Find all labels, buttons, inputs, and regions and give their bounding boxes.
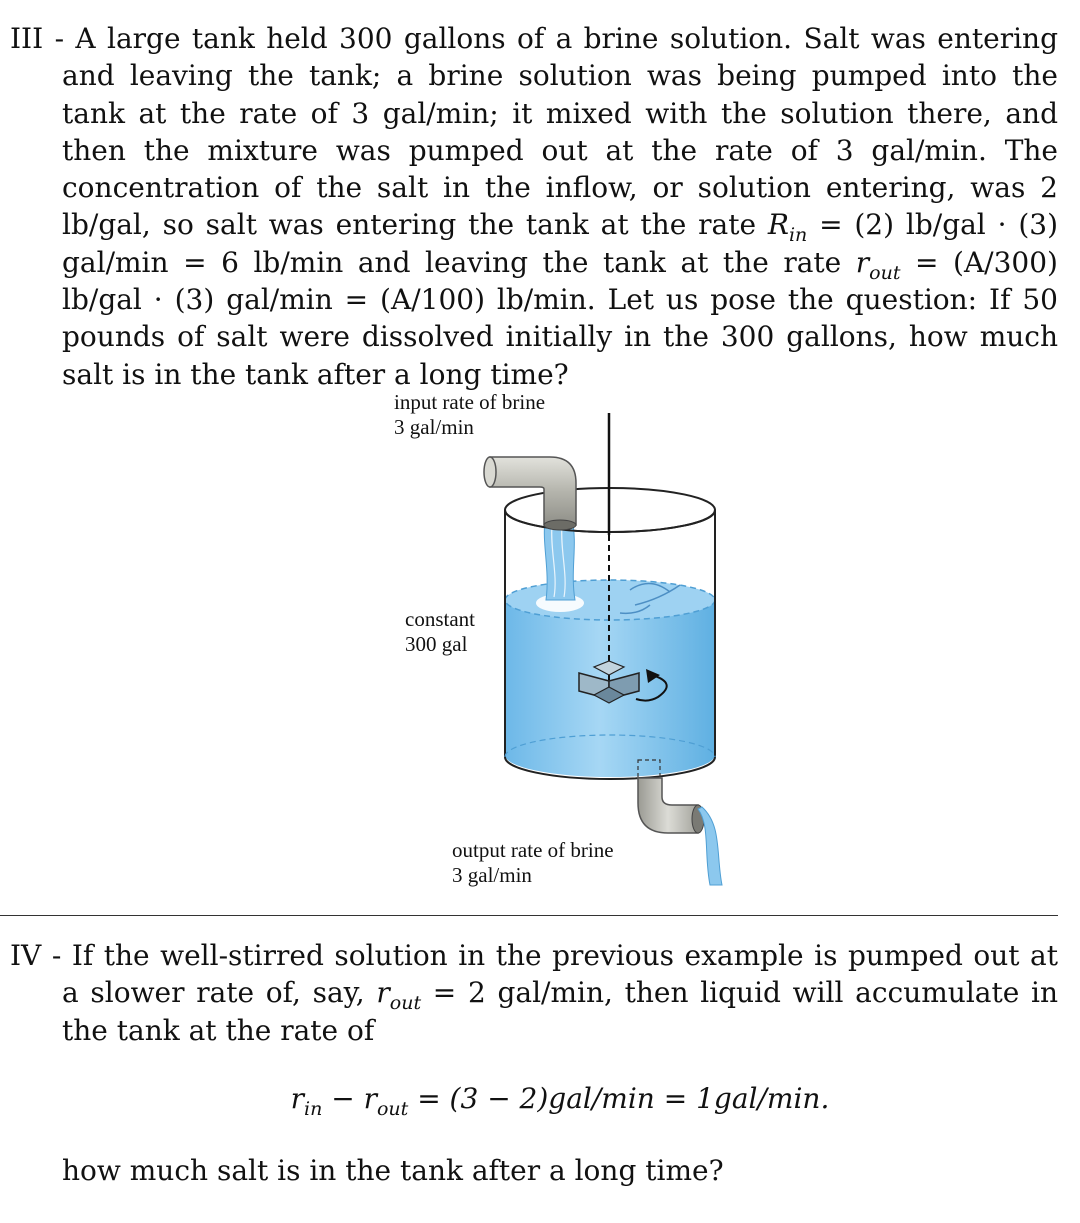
- input-rate-label: [394, 390, 545, 440]
- problem-4-dash: -: [51, 939, 62, 972]
- rout-subscript: out: [869, 261, 901, 284]
- eq-rest: = (3 − 2)gal/min = 1gal/min.: [408, 1082, 830, 1115]
- output-rate-label: [452, 838, 614, 888]
- rin-symbol: R: [767, 208, 789, 242]
- problem-3-text-a: A large tank held 300 gallons of a brine solution. Salt was entering and leaving the tank; a brine solution was being pumped into the tank at the rate of 3 gal/min; it mixed with the solution there, and then the mixture was pumped out at the rate of 3 gal/min. The concentration of the salt in the inflow, or solution entering, was 2 lb/gal, so salt was entering the tank at the rate: [62, 22, 1059, 242]
- inflow-stream: [544, 520, 575, 600]
- problem-3-text-b: = (2) lb/gal · (3) gal/min = 6 lb/min and leaving the tank at the rate: [62, 208, 1058, 279]
- output-rate-label-line2: 3 gal/min: [452, 863, 532, 887]
- rin-subscript: in: [788, 224, 808, 247]
- rout-subscript-2: out: [389, 992, 422, 1015]
- volume-label: [405, 607, 475, 657]
- problem-4-text-b: = 2 gal/min, then liquid will accumulate in the tank at the rate of: [62, 976, 1059, 1047]
- accumulation-equation: [0, 1080, 1080, 1120]
- input-rate-label-line2: 3 gal/min: [394, 415, 474, 439]
- eq-r-out: r: [363, 1082, 377, 1115]
- output-rate-label-line1: output rate of brine: [452, 838, 614, 862]
- problem-4-text: [10, 937, 1058, 1049]
- inflow-pipe-mouth: [544, 520, 576, 530]
- eq-r-in: r: [290, 1082, 304, 1115]
- problem-4-text-a: If the well-stirred solution in the previous example is pumped out at a slower rate of, say,: [62, 939, 1059, 1010]
- problem-4: [10, 937, 1058, 1049]
- closing-question: how much salt is in the tank after a long time?: [62, 1154, 724, 1187]
- eq-sub-in: in: [304, 1098, 323, 1120]
- eq-minus: −: [322, 1082, 364, 1115]
- volume-label-line2: 300 gal: [405, 632, 468, 656]
- problem-3-text: [10, 20, 1058, 393]
- volume-label-line1: constant: [405, 607, 475, 631]
- problem-3: [10, 20, 1058, 393]
- rout-symbol-2: r: [376, 976, 390, 1010]
- rout-symbol: r: [855, 245, 870, 279]
- eq-sub-out: out: [376, 1098, 409, 1120]
- problem-4-label: IV: [10, 939, 42, 972]
- section-divider: [0, 915, 1058, 916]
- problem-3-text-c: = (A/300) lb/gal · (3) gal/min = (A/100) lb/min. Let us pose the question: If 50 pounds of salt were dissolved initially in the 300 gallons, how much salt is in the tank after a long time?: [62, 245, 1058, 391]
- problem-3-dash: -: [54, 22, 65, 55]
- brine-tank-figure: [380, 385, 740, 895]
- outflow-pipe: [638, 778, 698, 833]
- input-rate-label-line1: input rate of brine: [394, 390, 546, 414]
- inflow-pipe-end: [484, 457, 496, 487]
- problem-3-label: III: [10, 22, 44, 55]
